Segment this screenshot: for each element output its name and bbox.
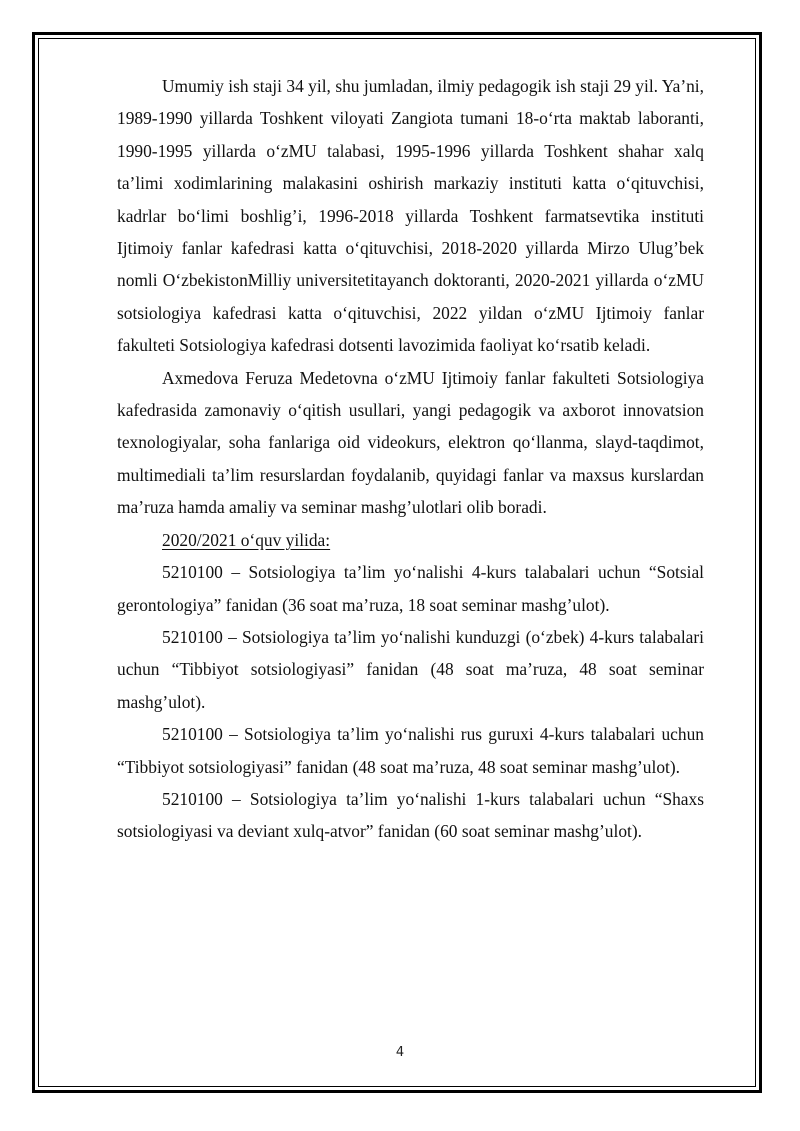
course-item: 5210100 – Sotsiologiya ta’lim yo‘nalishi 1-kurs talabalari uchun “Shaxs sotsiologiyasi va deviant xulq-atvor” fanidan (60 soat seminar mashg’ulot). bbox=[117, 788, 704, 842]
course-item: 5210100 – Sotsiologiya ta’lim yo‘nalishi 4-kurs talabalari uchun “Sotsial gerontologiya” fanidan (36 soat ma’ruza, 18 soat seminar mashg’ulot). bbox=[117, 562, 704, 615]
document-body bbox=[117, 70, 704, 848]
paragraph-work-experience: Umumiy ish staji 34 yil, shu jumladan, ilmiy pedagogik ish staji 29 yil. Ya’ni, 1989-1990 yillarda Toshkent viloyati Zangiota tumani 18-o‘rta maktab laboranti, 1990-1995 yillarda o‘zMU talabasi, 1995-1996 yillarda Toshkent shahar xalq ta’limi xodimlarining malakasini oshirish markaziy instituti katta o‘qituvchisi, kadrlar bo‘limi boshlig’i, 1996-2018 yillarda Toshkent farmatsevtika instituti Ijtimoiy fanlar kafedrasi katta o‘qituvchisi, 2018-2020 yillarda Mirzo Ulug’bek nomli O‘zbekistonMilliy universitetitayanch doktoranti, 2020-2021 yillarda o‘zMU sotsiologiya kafedrasi katta o‘qituvchisi, 2022 yildan o‘zMU Ijtimoiy fanlar fakulteti Sotsiologiya kafedrasi dotsenti lavozimida faoliyat ko‘rsatib keladi. bbox=[117, 76, 704, 356]
section-heading bbox=[117, 524, 704, 556]
paragraph-teaching-methods: Axmedova Feruza Medetovna o‘zMU Ijtimoiy fanlar fakulteti Sotsiologiya kafedrasida zamonaviy o‘qitish usullari, yangi pedagogik va axborot innovatsion texnologiyalar, soha fanlariga oid videokurs, elektron qo‘llanma, slayd-taqdimot, multimediali ta’lim resurslardan foydalanib, quyidagi fanlar va maxsus kurslardan ma’ruza hamda amaliy va seminar mashg’ulotlari olib boradi. bbox=[117, 367, 704, 518]
page-number: 4 bbox=[395, 1045, 405, 1060]
course-item: 5210100 – Sotsiologiya ta’lim yo‘nalishi rus guruxi 4-kurs talabalari uchun “Tibbiyot sotsiologiyasi” fanidan (48 soat ma’ruza, 48 soat seminar mashg’ulot). bbox=[117, 724, 704, 777]
course-item: 5210100 – Sotsiologiya ta’lim yo‘nalishi kunduzgi (o‘zbek) 4-kurs talabalari uchun “Tibbiyot sotsiologiyasi” fanidan (48 soat ma’ruza, 48 soat seminar mashg’ulot). bbox=[117, 626, 704, 712]
section-heading-text: 2020/2021 o‘quv yilida: bbox=[162, 529, 331, 550]
